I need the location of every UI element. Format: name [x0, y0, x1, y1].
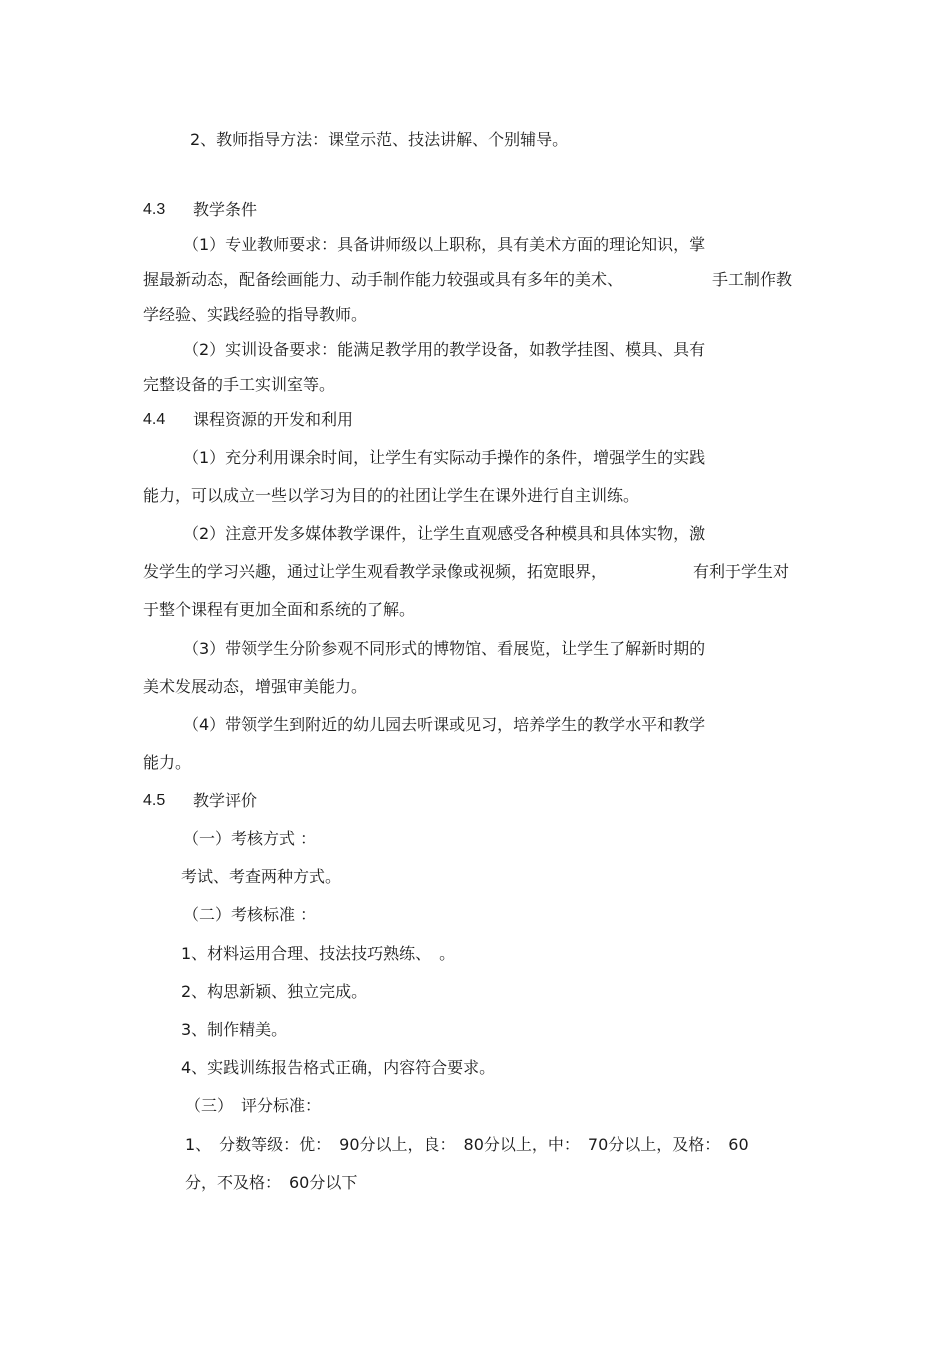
paragraph-line: 能力，可以成立一些以学习为目的的社团让学生在课外进行自主训练。 [143, 486, 640, 505]
scoring-line: 分，不及格： 60分以下 [185, 1173, 358, 1192]
standard-item: 3、制作精美。 [181, 1020, 288, 1039]
paragraph-line: （1）专业教师要求：具备讲师级以上职称，具有美术方面的理论知识，掌 [183, 235, 706, 254]
paragraph-line: （3）带领学生分阶参观不同形式的博物馆、看展览，让学生了解新时期的 [183, 639, 706, 658]
section-4-3-number: 4.3 [143, 201, 166, 218]
exam-standard-heading: （二）考核标准 ： [183, 905, 317, 924]
standard-item: 2、构思新颖、独立完成。 [181, 982, 368, 1001]
standard-item: 4、实践训练报告格式正确，内容符合要求。 [181, 1058, 496, 1077]
teacher-method-line: 2、教师指导方法：课堂示范、技法讲解、个别辅导。 [190, 130, 569, 149]
exam-method-heading: （一）考核方式 ： [183, 829, 317, 848]
standard-item: 1、材料运用合理、技法技巧熟练、 。 [181, 944, 456, 963]
paragraph-line: 握最新动态，配备绘画能力、动手制作能力较强或具有多年的美术、 [143, 270, 624, 289]
paragraph-line: 手工制作教 [712, 270, 793, 289]
paragraph-line: 美术发展动态，增强审美能力。 [143, 677, 368, 696]
exam-method-text: 考试、考查两种方式。 [181, 867, 342, 886]
paragraph-line: （2）注意开发多媒体教学课件，让学生直观感受各种模具和具体实物，激 [183, 524, 706, 543]
section-4-5-number: 4.5 [143, 792, 166, 809]
section-4-3-title: 教学条件 [193, 200, 258, 219]
paragraph-line: 于整个课程有更加全面和系统的了解。 [143, 600, 416, 619]
paragraph-line: （4）带领学生到附近的幼儿园去听课或见习，培养学生的教学水平和教学 [183, 715, 706, 734]
paragraph-line: （1）充分利用课余时间，让学生有实际动手操作的条件，增强学生的实践 [183, 448, 706, 467]
paragraph-line: 有利于学生对 [693, 562, 790, 581]
paragraph-line: 发学生的学习兴趣，通过让学生观看教学录像或视频，拓宽眼界， [143, 562, 608, 581]
paragraph-line: 能力。 [143, 753, 192, 772]
section-4-4-title: 课程资源的开发和利用 [193, 410, 354, 429]
scoring-line: 1、 分数等级：优： 90分以上，良： 80分以上，中： 70分以上，及格： 60 [185, 1135, 749, 1154]
paragraph-line: 学经验、实践经验的指导教师。 [143, 305, 368, 324]
paragraph-line: 完整设备的手工实训室等。 [143, 375, 336, 394]
section-4-4-number: 4.4 [143, 411, 166, 428]
section-4-5-title: 教学评价 [193, 791, 258, 810]
paragraph-line: （2）实训设备要求：能满足教学用的教学设备，如教学挂图、模具、具有 [183, 340, 706, 359]
scoring-heading: （三） 评分标准： [185, 1096, 322, 1115]
